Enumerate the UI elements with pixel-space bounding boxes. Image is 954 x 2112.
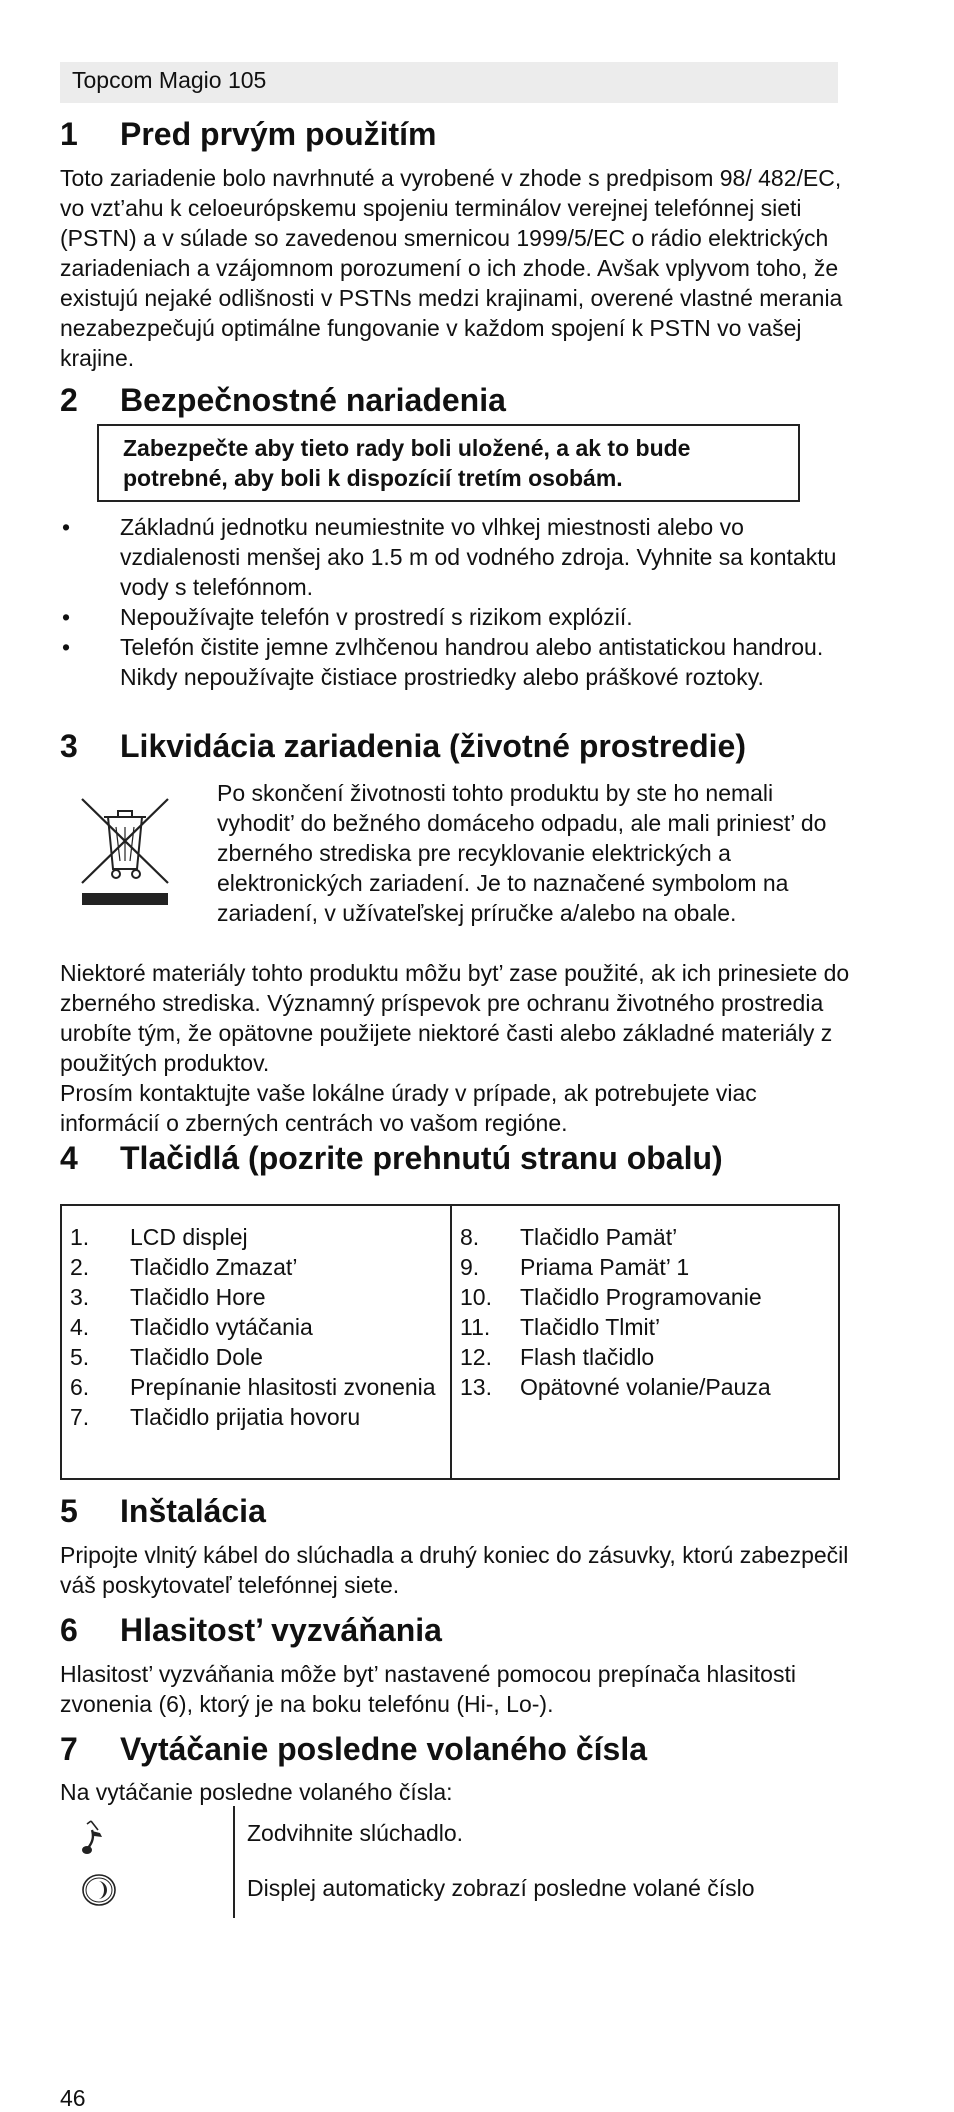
safety-notice-box: Zabezpečte aby tieto rady boli uložené, a ak to bude potrebné, aby boli k dispozícií tretím osobám. [97,424,800,502]
item-number: 6. [70,1374,90,1400]
item-number: 3. [70,1284,90,1310]
section-title: Pred prvým použitím [120,116,437,152]
section-number: 7 [60,1731,78,1767]
item-label: Tlačidlo Hore [130,1284,266,1310]
list-item [460,1222,830,1252]
list-item [60,632,850,692]
item-number: 9. [460,1254,480,1280]
list-item [70,1402,440,1432]
redial-button-icon [81,1873,117,1907]
bullet-text: Nepoužívajte telefón v prostredí s rizikom explózií. [120,604,633,630]
item-label: Tlačidlo Tlmit’ [520,1314,661,1340]
list-item [70,1222,440,1252]
item-number: 7. [70,1404,90,1430]
step-text: Displej automaticky zobrazí posledne volané číslo [247,1875,755,1901]
section-number: 5 [60,1493,78,1529]
section-6-heading [60,1612,442,1649]
step-text: Zodvihnite slúchadlo. [247,1820,464,1846]
item-label: Flash tlačidlo [520,1344,655,1370]
section-title: Bezpečnostné nariadenia [120,382,506,418]
item-label: Tlačidlo Dole [130,1344,263,1370]
item-number: 12. [460,1344,492,1370]
item-number: 13. [460,1374,492,1400]
crossed-out-wheelie-bin-icon [80,795,170,907]
list-item [460,1252,830,1282]
item-number: 5. [70,1344,90,1370]
section-title: Hlasitost’ vyzváňania [120,1612,442,1648]
section-number: 4 [60,1140,78,1176]
section-5-body: Pripojte vlnitý kábel do slúchadla a druhý koniec do zásuvky, ktorú zabezpečil váš poskytovateľ telefónnej siete. [60,1542,849,1598]
bullet-marker: • [62,634,71,660]
button-legend-left-column [70,1222,440,1432]
section-3-body: Niektoré materiály tohto produktu môžu byt’ zase použité, ak ich prinesiete do zberného strediska. Významný príspevok pre ochranu životného prostredia urobíte tým, že opätovne použijete niektoré časti alebo základné materiály z použitých produktov. [60,960,850,1076]
header-title: Topcom Magio 105 [72,67,267,93]
section-7-heading [60,1731,647,1768]
button-legend-right-column [460,1222,830,1402]
item-label: LCD displej [130,1224,248,1250]
list-item [70,1342,440,1372]
section-number: 6 [60,1612,78,1648]
running-header [60,62,838,103]
item-label: Tlačidlo Programovanie [520,1284,762,1310]
section-1-heading [60,116,437,153]
list-item [460,1342,830,1372]
item-number: 8. [460,1224,480,1250]
section-3-heading [60,728,746,765]
handset-lift-icon [80,1818,110,1856]
list-item [70,1282,440,1312]
bullet-text: Základnú jednotku neumiestnite vo vlhkej miestnosti alebo vo vzdialenosti menšej ako 1.5 m od vodného zdroja. Vyhnite sa kontaktu vody s telefónnom. [120,514,837,600]
section-1-body: Toto zariadenie bolo navrhnuté a vyrobené v zhode s predpisom 98/ 482/EC, vo vzt’ahu k celoeurópskemu spojeniu terminálov verejnej telefónnej sieti (PSTN) a v súlade so zavedenou smernicou 1999/5/EC o rádio elektrických zariadeniach a vzájomnom porozumení o ich zhode. Avšak vplyvom toho, že existujú nejaké odlišnosti v PSTNs medzi krajinami, overené vlastné merania nezabezpečujú optimálne fungovanie v každom spojení k PSTN vo vašej krajine. [60,165,843,371]
list-item [60,512,850,602]
section-2-heading [60,382,506,419]
steps-column-divider [233,1806,235,1918]
page-number: 46 [60,2085,86,2111]
list-item [460,1372,830,1402]
list-item [460,1312,830,1342]
section-number: 3 [60,728,78,764]
list-item [70,1372,440,1402]
item-label: Tlačidlo Zmazat’ [130,1254,298,1280]
list-item [70,1312,440,1342]
redial-steps-table [60,1806,840,1918]
bullet-marker: • [62,604,71,630]
item-label: Opätovné volanie/Pauza [520,1374,771,1400]
bullet-text: Telefón čistite jemne zvlhčenou handrou alebo antistatickou handrou. Nikdy nepoužívajte čistiace prostriedky alebo práškové roztoky. [120,634,824,690]
item-number: 4. [70,1314,90,1340]
list-item [70,1252,440,1282]
table-column-divider [450,1206,452,1478]
bullet-marker: • [62,514,71,540]
item-number: 10. [460,1284,492,1310]
item-label: Prepínanie hlasitosti zvonenia [130,1374,436,1400]
item-label: Priama Pamät’ 1 [520,1254,690,1280]
section-number: 2 [60,382,78,418]
section-title: Inštalácia [120,1493,266,1529]
item-label: Tlačidlo Pamät’ [520,1224,678,1250]
section-5-heading [60,1493,266,1530]
button-legend-table [60,1204,840,1480]
section-number: 1 [60,116,78,152]
section-7-body: Na vytáčanie posledne volaného čísla: [60,1779,453,1805]
section-6-body: Hlasitost’ vyzváňania môže byt’ nastavené pomocou prepínača hlasitosti zvonenia (6), ktorý je na boku telefónu (Hi-, Lo-). [60,1661,796,1717]
list-item [460,1282,830,1312]
item-label: Tlačidlo vytáčania [130,1314,313,1340]
list-item [60,602,850,632]
section-4-heading [60,1140,723,1177]
weee-disposal-text: Po skončení životnosti tohto produktu by ste ho nemali vyhodit’ do bežného domáceho odpadu, ale mali priniest’ do zberného strediska pre recyklovanie elektrických a elektronických zariadení. Je to naznačené symbolom na zariadení, v užívateľskej príručke a/alebo na obale. [217,780,827,926]
section-title: Likvidácia zariadenia (životné prostredie) [120,728,746,764]
item-number: 2. [70,1254,90,1280]
item-number: 1. [70,1224,90,1250]
section-title: Vytáčanie posledne volaného čísla [120,1731,648,1767]
section-3-body-contact: Prosím kontaktujte vaše lokálne úrady v prípade, ak potrebujete viac informácií o zberných centrách vo vašom regióne. [60,1080,757,1136]
item-number: 11. [460,1314,491,1340]
item-label: Tlačidlo prijatia hovoru [130,1404,361,1430]
safety-bullet-list [60,512,850,692]
section-title: Tlačidlá (pozrite prehnutú stranu obalu) [120,1140,723,1176]
